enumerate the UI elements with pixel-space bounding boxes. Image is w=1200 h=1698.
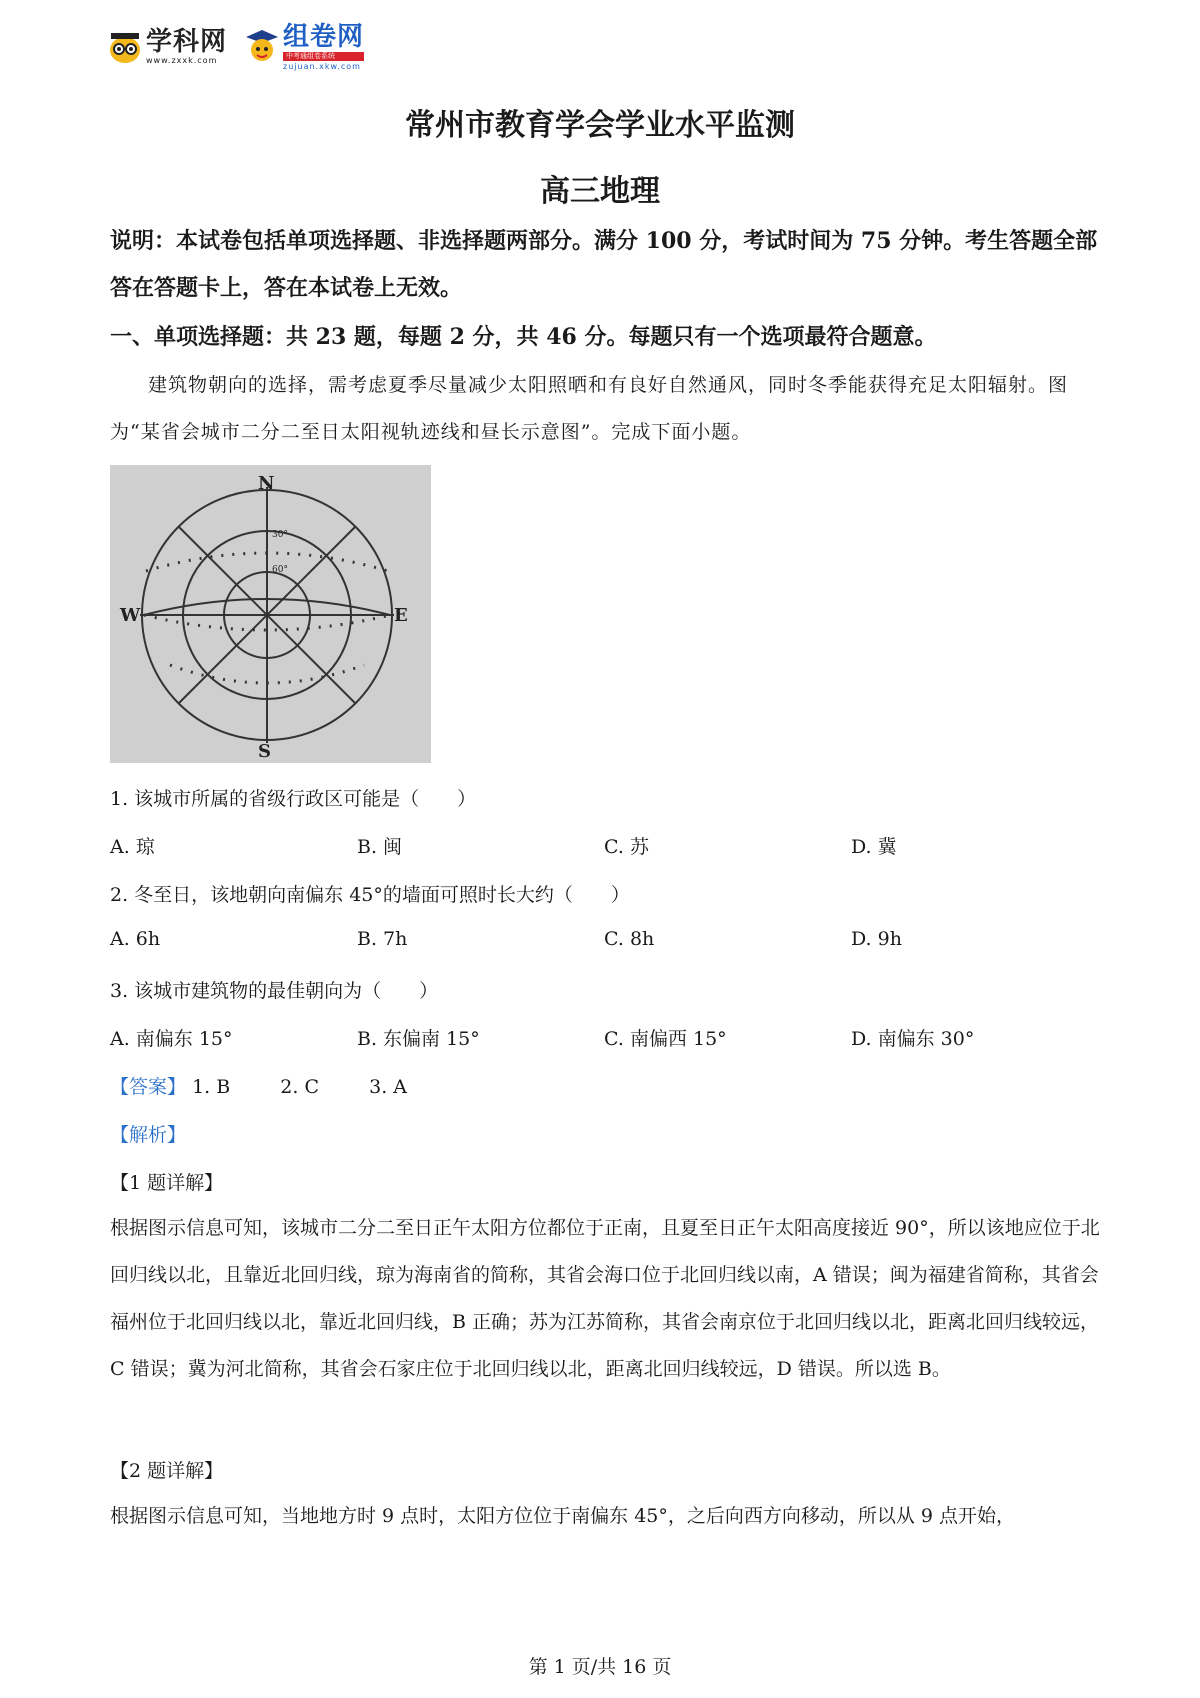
- sun-path-diagram: [110, 465, 431, 763]
- page-subtitle: 高三地理: [540, 174, 660, 209]
- q2-option-a[interactable]: A. 6h: [110, 928, 161, 950]
- logo1-text: 学科网: [146, 27, 228, 57]
- owl-mascot-icon: [108, 30, 142, 64]
- q3-option-d[interactable]: D. 南偏东 30°: [851, 1028, 975, 1050]
- q2-option-c[interactable]: C. 8h: [604, 928, 655, 950]
- zujuan-logo[interactable]: [245, 21, 365, 71]
- logo2-url: zujuan.xkw.com: [283, 61, 361, 71]
- zxxk-logo[interactable]: [108, 29, 227, 65]
- q2-option-d[interactable]: D. 9h: [851, 928, 902, 950]
- exam-note: 说明：本试卷包括单项选择题、非选择题两部分。满分 100 分，考试时间为 75 分钟。考生答题全部答在答题卡上，答在本试卷上无效。: [110, 228, 1098, 301]
- q2-option-b[interactable]: B. 7h: [357, 928, 408, 950]
- page-footer: 第 1 页/共 16 页: [528, 1656, 672, 1678]
- question-2-stem: 2. 冬至日，该地朝向南偏东 45°的墙面可照时长大约（ ）: [110, 884, 630, 906]
- answer-label: 【答案】: [110, 1076, 187, 1098]
- question-3-stem: 3. 该城市建筑物的最佳朝向为（ ）: [110, 980, 439, 1002]
- logo2-tag: 中考通组卷系统: [283, 52, 364, 61]
- student-mascot-icon: [245, 28, 279, 66]
- sun-path-svg: [110, 465, 431, 763]
- question-intro: 建筑物朝向的选择，需考虑夏季尽量减少太阳照晒和有良好自然通风，同时冬季能获得充足太阳辐射。图为“某省会城市二分二至日太阳视轨迹线和昼长示意图”。完成下面小题。: [110, 374, 1069, 443]
- answer-1: 1. B: [192, 1076, 231, 1098]
- detail-1-label: 【1 题详解】: [110, 1172, 224, 1194]
- q3-option-c[interactable]: C. 南偏西 15°: [604, 1028, 727, 1050]
- page-title: 常州市教育学会学业水平监测: [405, 108, 795, 143]
- logo2-text: 组卷网: [283, 21, 365, 52]
- north-label: N: [258, 473, 275, 494]
- answer-2: 2. C: [280, 1076, 320, 1098]
- q3-option-b[interactable]: B. 东偏南 15°: [357, 1028, 480, 1050]
- header-logos: [108, 22, 382, 72]
- answer-line: [110, 1072, 407, 1099]
- south-label: S: [258, 741, 271, 762]
- q1-option-c[interactable]: C. 苏: [604, 836, 649, 858]
- analysis-label: 【解析】: [110, 1124, 187, 1146]
- west-label: W: [120, 605, 141, 626]
- section-heading: 一、单项选择题：共 23 题，每题 2 分，共 46 分。每题只有一个选项最符合题意。: [110, 324, 937, 350]
- east-label: E: [394, 605, 408, 626]
- detail-1-text: 根据图示信息可知，该城市二分二至日正午太阳方位都位于正南，且夏至日正午太阳高度接近 90°，所以该地应位于北回归线以北，且靠近北回归线，琼为海南省的简称，其省会海口位于北回归线以南，A 错误；闽为福建省简称，其省会福州位于北回归线以北，靠近北回归线，B 正确；苏为江苏简称，其省会南京位于北回归线以北，距离北回归线较远，C 错误；冀为河北简称，其省会石家庄位于北回归线以北，距离北回归线较远，D 错误。所以选 B。: [110, 1217, 1100, 1380]
- logo1-url: www.zxxk.com: [146, 56, 218, 65]
- q1-option-d[interactable]: D. 冀: [851, 836, 897, 858]
- detail-2-label: 【2 题详解】: [110, 1460, 224, 1482]
- q1-option-a[interactable]: A. 琼: [110, 836, 155, 858]
- q1-option-b[interactable]: B. 闽: [357, 836, 403, 858]
- deg60-label: 60°: [272, 565, 288, 575]
- deg30-label: 30°: [272, 530, 288, 540]
- detail-2-text: 根据图示信息可知，当地地方时 9 点时，太阳方位位于南偏东 45°，之后向西方向移动，所以从 9 点开始，: [110, 1505, 1016, 1527]
- answer-3: 3. A: [369, 1076, 407, 1098]
- question-1-stem: 1. 该城市所属的省级行政区可能是（ ）: [110, 788, 477, 810]
- q3-option-a[interactable]: A. 南偏东 15°: [110, 1028, 233, 1050]
